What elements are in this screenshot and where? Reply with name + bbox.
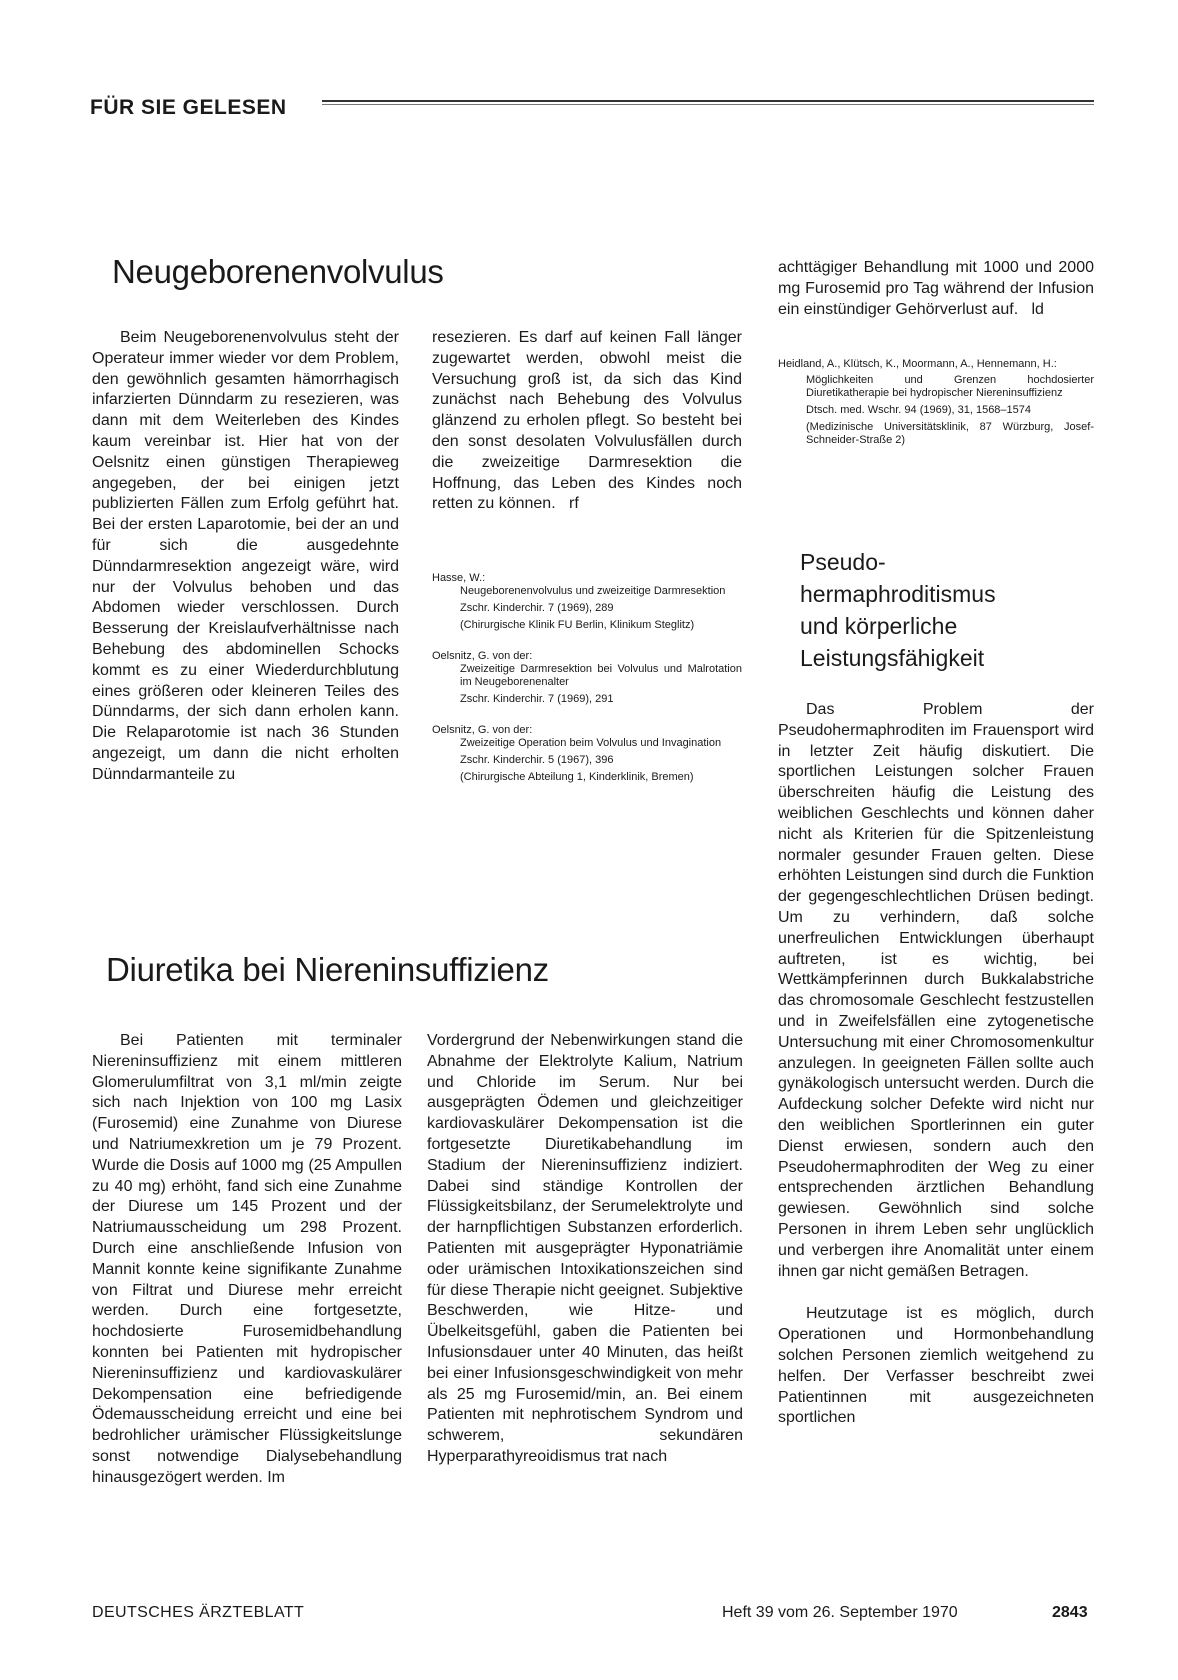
article2-col2-text: Vordergrund der Nebenwirkungen stand die Abnahme der Elektrolyte Kalium, Natrium und Chloride im Serum. Nur bei ausgeprägten Ödemen und gleichzeitiger kardiovaskulärer Dekompensation ist die fortgesetzte Diuretikabehandlung im Stadium der Niereninsuffizienz indiziert. Dabei sind ständige Kontrollen der Flüssigkeitsbilanz, der Serumelektrolyte und der harnpflichtigen Substanzen erforderlich. Patienten mit ausgeprägter Hyponatriämie oder urämischen Intoxikationszeichen sind für diese Therapie nicht geeignet. Subjektive Beschwerden, wie Hitze- und Übelkeitsgefühl, gaben die Patienten bei Infusionsdauer unter 40 Minuten, das heißt bei einer Infusionsgeschwindigkeit von mehr als 25 mg Furosemid/min, an. Bei einem Patienten mit nephrotischem Syndrom und schwerem, sekundären Hyperparathyreoidismus trat nach <box>427 1032 743 1465</box>
reference-item: Oelsnitz, G. von der: Zweizeitige Darmresektion bei Volvulus und Malrotation im Neugeborenenalter Zschr. Kinderchir. 7 (1969), 291 <box>432 650 742 705</box>
reference-item: Oelsnitz, G. von der: Zweizeitige Operation beim Volvulus und Invagination Zschr. Kinderchir. 5 (1967), 396 (Chirurgische Abteilung 1, Kinderklinik, Bremen) <box>432 724 722 783</box>
article1-references <box>432 572 742 802</box>
article-title-diuretika: Diuretika bei Niereninsuffizienz <box>106 951 549 988</box>
article2-reference: Heidland, A., Klütsch, K., Moormann, A., Hennemann, H.: Möglichkeiten und Grenzen hochdosierter Diuretikatherapie bei hydropischer Niereninsuffizienz Dtsch. med. Wschr. 94 (1969), 31, 1568–1574 (Medizinische Universitätsklinik, 87 Würzburg, Josef-Schneider-Straße 2) <box>778 358 1094 446</box>
article-title-pseudohermaphroditismus: Pseudo- hermaphroditismus und körperliche Leistungsfähigkeit <box>800 549 996 671</box>
article1-initials: rf <box>568 495 579 513</box>
article3-column <box>778 700 1094 1429</box>
article2-column-1 <box>92 1031 402 1489</box>
article2-column-2 <box>427 1031 743 1468</box>
article-title-neugeborenenvolvulus: Neugeborenenvolvulus <box>112 253 444 290</box>
reference-item: Hasse, W.: Neugeborenenvolvulus und zweizeitige Darmresektion Zschr. Kinderchir. 7 (1969), 289 (Chirurgische Klinik FU Berlin, Klinikum Steglitz) <box>432 572 726 631</box>
article2-column-3 <box>778 258 1094 320</box>
footer-issue: Heft 39 vom 26. September 1970 <box>722 1604 958 1621</box>
header-rule-thin <box>322 104 1094 105</box>
article1-column-1 <box>92 328 399 786</box>
header-rule <box>322 100 1094 102</box>
article1-column-2 <box>432 328 742 515</box>
article2-col3-text: achttägiger Behandlung mit 1000 und 2000 mg Furosemid pro Tag während der Infusion ein einstündiger Gehörverlust auf. ld <box>778 259 1094 318</box>
section-heading: FÜR SIE GELESEN <box>90 96 287 119</box>
article3-paragraph-2: Heutzutage ist es möglich, durch Operationen und Hormonbehandlung solchen Personen ziemlich weitgehend zu helfen. Der Verfasser beschreibt zwei Patientinnen mit ausgezeichneten sportlichen <box>778 1305 1094 1427</box>
article2-initials: ld <box>1031 300 1044 318</box>
article2-col1-text: Bei Patienten mit terminaler Niereninsuffizienz mit einem mittleren Glomerulumfiltrat von 3,1 ml/min zeigte sich nach Injektion von 100 mg Lasix (Furosemid) eine Zunahme von Diurese und Natriumexkretion um je 79 Prozent. Wurde die Dosis auf 1000 mg (25 Ampullen zu 40 mg) erhöht, fand sich eine Zunahme der Diurese um 145 Prozent und der Natriumausscheidung um 298 Prozent. Durch eine anschließende Infusion von Mannit konnte keine signifikante Zunahme von Filtrat und Diurese mehr erreicht werden. Durch eine fortgesetzte, hochdosierte Furosemidbehandlung konnten bei Patienten mit hydropischer Niereninsuffizienz und kardiovaskulärer Dekompensation eine befriedigende Ödemausscheidung erreicht und eine bei bedrohlicher urämischer Flüssigkeitslunge sonst notwendige Dialysebehandlung hinausgezögert werden. Im <box>92 1032 402 1486</box>
footer-journal: DEUTSCHES ÄRZTEBLATT <box>92 1604 305 1621</box>
article3-paragraph-1: Das Problem der Pseudohermaphroditen im Frauensport wird in letzter Zeit häufig diskutiert. Die sportlichen Leistungen solcher Frauen überschreiten häufig die Leistung des weiblichen Geschlechts und können daher nicht als Kriterien für die Spitzenleistung normaler gesunder Frauen gelten. Diese erhöhten Leistungen sind durch die Funktion der gegengeschlechtlichen Drüsen bedingt. Um zu verhindern, daß solche unerfreulichen Entwicklungen überhaupt auftreten, ist es wichtig, bei Wettkämpferinnen durch Bukkalabstriche das chromosomale Geschlecht festzustellen und in Zweifelsfällen eine zytogenetische Untersuchung mit einer Chromosomenkultur anzulegen. In geeigneten Fällen sollte auch gynäkologisch untersucht werden. Durch die Aufdeckung solcher Defekte wird nicht nur den weiblichen Sportlerinnen ein guter Dienst erwiesen, sondern auch den Pseudohermaphroditen der Weg zu einer entsprechenden ärztlichen Behandlung gewiesen. Gewöhnlich sind solche Personen in ihrem Leben sehr unglücklich und verbergen ihre Anomalität unter einem ihnen gar nicht gemäßen Betragen. <box>778 701 1094 1280</box>
article1-col1-text: Beim Neugeborenenvolvulus steht der Operateur immer wieder vor dem Problem, den gewöhnlich gesamten hämorrhagisch infarzierten Dünndarm zu resezieren, was dann mit dem Weiterleben des Kindes kaum vereinbar ist. Hier hat von der Oelsnitz einen günstigen Therapieweg angegeben, der bei einigen jetzt publizierten Fällen zum Erfolg geführt hat. Bei der ersten Laparotomie, bei der an und für sich die ausgedehnte Dünndarmresektion angezeigt wäre, wird nur der Volvulus behoben und das Abdomen wieder verschlossen. Durch Besserung der Kreislaufverhältnisse nach Behebung des abdominellen Schocks kommt es zu einer Wiederdurchblutung eines größeren oder kleineren Teiles des Dünndarms, der sich dann erholen kann. Die Relaparotomie ist nach 36 Stunden angezeigt, um dann die nicht erholten Dünndarmanteile zu <box>92 329 399 783</box>
footer-page-number: 2843 <box>1052 1604 1088 1621</box>
article1-col2-text: resezieren. Es darf auf keinen Fall länger zugewartet werden, obwohl meist die Versuchung groß ist, da sich das Kind zunächst nach Behebung des Volvulus glänzend zu erholen pflegt. So besteht bei den sonst desolaten Volvulusfällen durch die zweizeitige Darmresektion die Hoffnung, das Leben des Kindes noch retten zu können. rf <box>432 329 742 513</box>
